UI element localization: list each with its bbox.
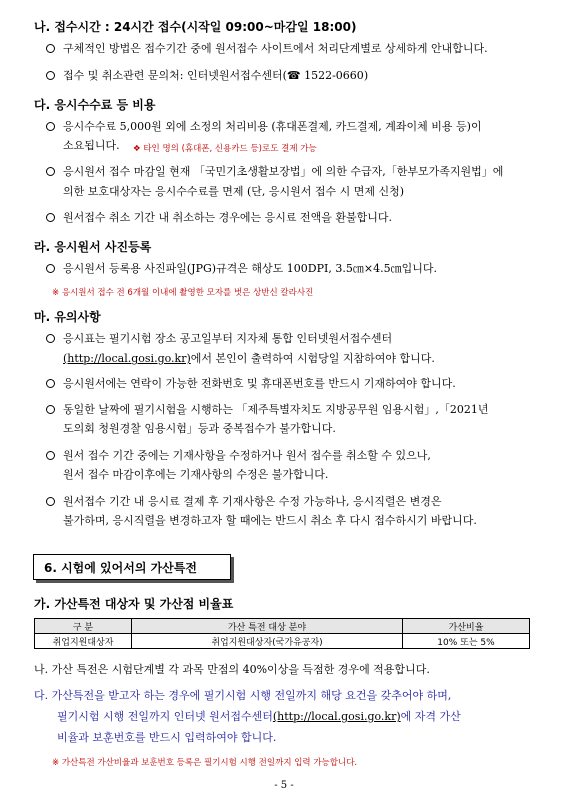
telephone-icon: ☎: [286, 69, 301, 82]
col-ratio: 가산비율: [403, 619, 530, 634]
fee-note: ❖ 타인 명의 (휴대폰, 신용카드 등)로도 결제 가능: [133, 144, 317, 154]
cell-field: 취업지원대상자(국가유공자): [132, 634, 403, 649]
circle-bullet-icon: [46, 379, 55, 388]
col-field: 가산 특전 대상 분야: [132, 619, 403, 634]
heading-fees: 다. 응시수수료 등 비용: [34, 98, 156, 112]
circle-bullet-icon: [46, 264, 55, 273]
col-category: 구 분: [35, 619, 132, 634]
bullet-change-series: [46, 494, 442, 510]
circle-bullet-icon: [46, 213, 55, 222]
bullet-exam-ticket: [46, 331, 392, 347]
bullet-duplicate: [46, 402, 489, 418]
gosi-link[interactable]: (http://local.gosi.go.kr): [63, 352, 191, 365]
bullet-modify: [46, 448, 431, 464]
duplicate-line2: 도의회 청원경찰 임용시험」등과 중복접수가 불가합니다.: [63, 422, 336, 435]
section-6-box: [33, 554, 231, 580]
page-number: - 5 -: [274, 780, 294, 791]
bonus-requirement-line3: 비율과 보훈번호를 반드시 입력하여야 합니다.: [57, 731, 277, 744]
change-series-line2: 불가하며, 응시직렬을 변경하고자 할 때에는 반드시 취소 후 다시 접수하시기 바랍니다.: [63, 514, 477, 527]
bullet-refund: [46, 210, 392, 226]
bonus-apply-text: 나. 가산 특전은 시험단계별 각 과목 만점의 40%이상을 득점한 경우에 적용합니다.: [34, 663, 430, 676]
bullet-contact: [46, 376, 456, 392]
bonus-note: ※ 가산특전 가산비율과 보훈번호 등록은 필기시험 시행 전일까지 입력 가능합니다.: [52, 758, 358, 768]
phone-number: 1522-0660: [304, 69, 364, 82]
table-header-row: [35, 619, 530, 634]
heading-receipt-time: 나. 접수시간 : 24시간 접수(시작일 09:00~마감일 18:00): [34, 20, 357, 34]
photo-note: ※ 응시원서 접수 전 6개월 이내에 촬영한 모자를 벗은 상반신 칼라사진: [52, 288, 314, 298]
bullet-text: 접수 및 취소관련 문의처: 인터넷원서접수센터(: [63, 69, 287, 82]
bullet-photo-spec: [46, 261, 437, 277]
bullet-text: 응시원서 접수 마감일 현재 「국민기초생활보장법」에 의한 수급자,「한부모가족지원법」에: [63, 165, 504, 178]
circle-bullet-icon: [46, 44, 55, 53]
text: 에 자격 가산: [400, 710, 461, 723]
circle-bullet-icon: [46, 405, 55, 414]
circle-bullet-icon: [46, 122, 55, 131]
modify-line2: 원서 접수 마감이후에는 기재사항의 수정은 불가합니다.: [63, 468, 329, 481]
heading-notes: 마. 유의사항: [34, 310, 101, 324]
bullet-text: 동일한 날짜에 필기시험을 시행하는 「제주특별자치도 지방공무원 임용시험」,「2021년: [63, 403, 489, 416]
bullet-inquiry: [46, 68, 368, 84]
table-row: [35, 634, 530, 649]
bullet-text: 원서 접수 기간 중에는 기재사항을 수정하거나 원서 접수를 취소할 수 있으나,: [63, 449, 431, 462]
bullet-text: 응시원서에는 연락이 가능한 전화번호 및 휴대폰번호를 반드시 기재하여야 합니다.: [63, 377, 456, 390]
gosi-link[interactable]: (http://local.gosi.go.kr): [272, 710, 401, 723]
circle-bullet-icon: [46, 334, 55, 343]
paren-close: ): [363, 69, 369, 82]
bullet-text: 응시원서 등록용 사진파일(JPG)규격은 해상도 100DPI, 3.5㎝×4.5㎝입니다.: [63, 262, 437, 275]
fee-exemption-line2: 의한 보호대상자는 응시수수료를 면제 (단, 응시원서 접수 시 면제 신청): [63, 185, 405, 198]
cell-ratio: 10% 또는 5%: [403, 634, 530, 649]
bonus-requirement-line2: [57, 709, 461, 725]
text: 필기시험 시행 전일까지 인터넷 원서접수센터: [57, 710, 273, 723]
circle-bullet-icon: [46, 451, 55, 460]
circle-bullet-icon: [46, 497, 55, 506]
bullet-text: 원서접수 취소 기간 내 취소하는 경우에는 응시료 전액을 환불합니다.: [63, 211, 392, 224]
circle-bullet-icon: [46, 71, 55, 80]
fee-line2: [63, 138, 120, 154]
bonus-table: [34, 618, 530, 649]
bonus-requirement-line1: 다. 가산특전을 받고자 하는 경우에 필기시험 시행 전일까지 해당 요건을 갖추어야 하며,: [34, 689, 452, 702]
bullet-text: 원서접수 기간 내 응시료 결제 후 기재사항은 수정 가능하나, 응시직렬은 변경은: [63, 495, 442, 508]
bullet-fee-amount: [46, 119, 482, 135]
bullet-text: 구체적인 방법은 접수기간 중에 원서접수 사이트에서 처리단계별로 상세하게 안내합니다.: [63, 42, 488, 55]
circle-bullet-icon: [46, 167, 55, 176]
bullet-text: 에서 본인이 출력하여 시험당일 지참하여야 합니다.: [190, 352, 435, 365]
bullet-fee-exemption: [46, 164, 503, 180]
section-6-title: 6. 시험에 있어서의 가산특전: [44, 561, 197, 575]
exam-ticket-line2: [63, 351, 435, 367]
cell-category: 취업지원대상자: [35, 634, 132, 649]
bullet-text: 응시수수료 5,000원 외에 소정의 처리비용 (휴대폰결제, 카드결제, 계좌이체 비용 등)이: [63, 120, 482, 133]
heading-photo: 라. 응시원서 사진등록: [34, 240, 152, 254]
bullet-text: 소요됩니다.: [63, 139, 120, 152]
bullet-text: 응시표는 필기시험 장소 공고일부터 지자체 통합 인터넷원서접수센터: [63, 332, 393, 345]
bullet-receipt-method: [46, 41, 488, 57]
heading-bonus-table: 가. 가산특전 대상자 및 가산점 비율표: [34, 597, 234, 611]
